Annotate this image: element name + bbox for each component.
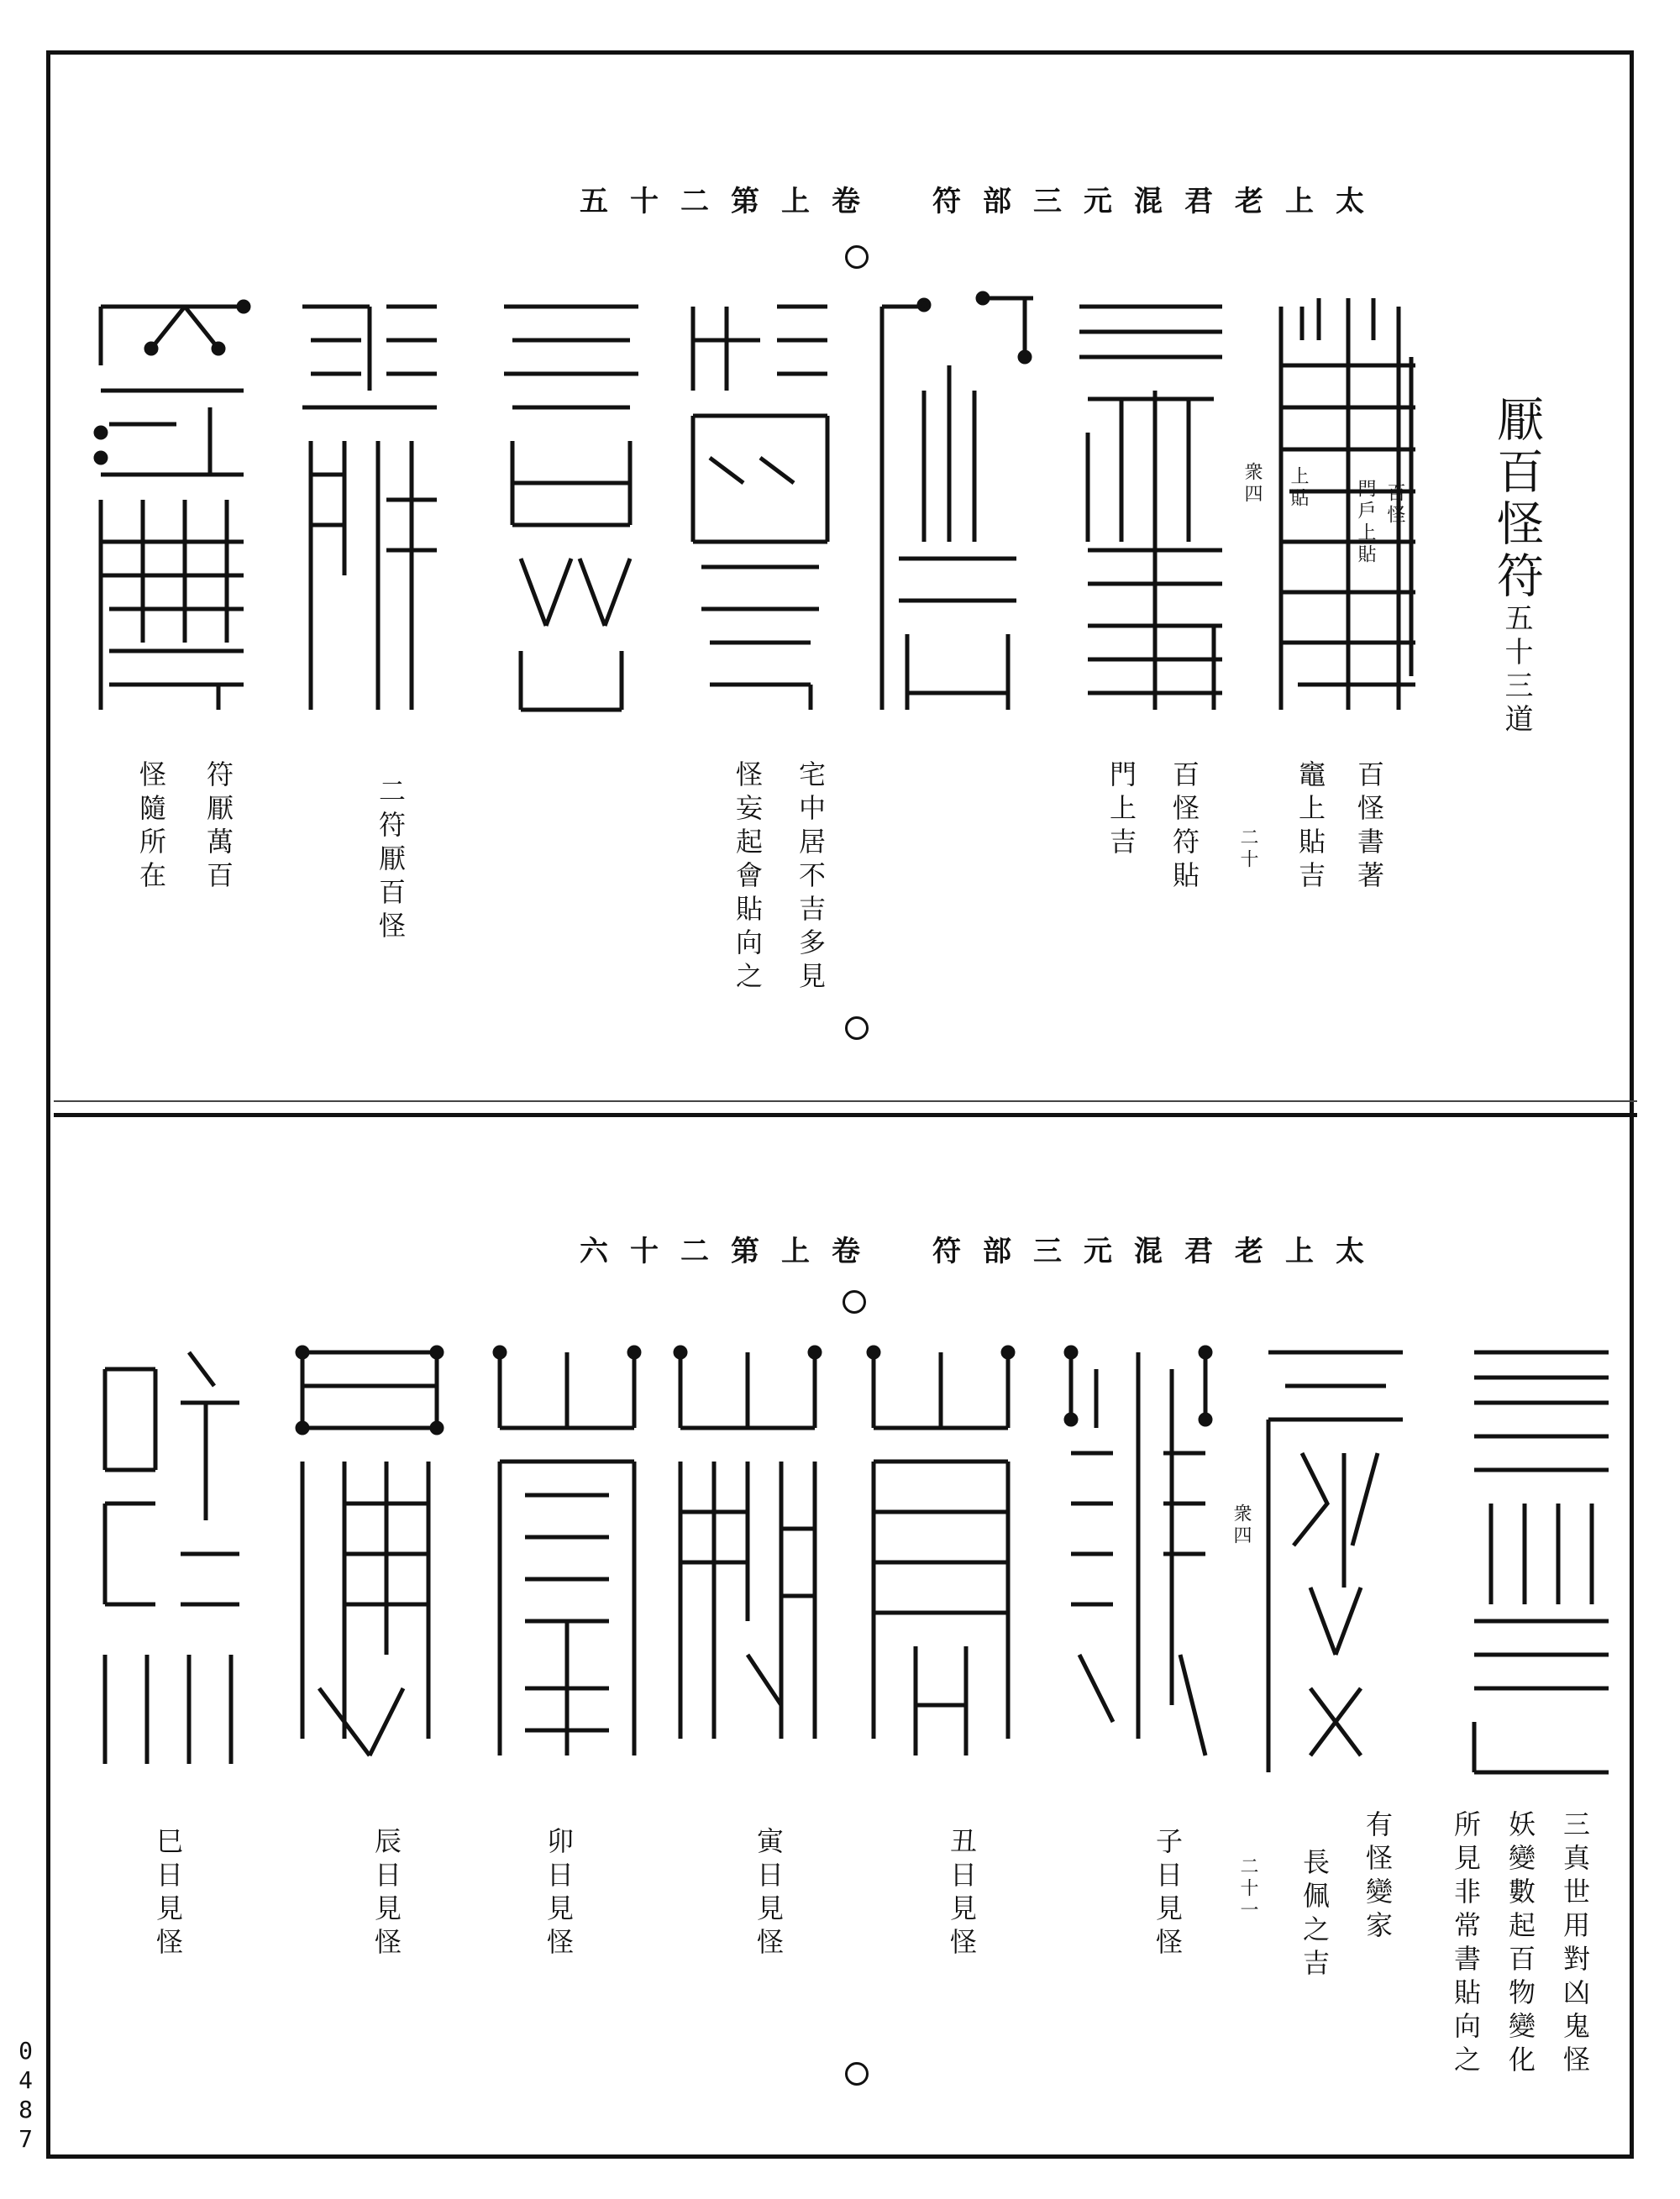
upper-caption-2: 竈上貼吉 bbox=[1294, 760, 1326, 895]
talisman-glyph bbox=[1466, 1336, 1617, 1776]
lower-caption-1: 三真世用對凶鬼怪 bbox=[1559, 1810, 1591, 2079]
talisman-glyph bbox=[294, 290, 445, 730]
talisman-glyph bbox=[1260, 1336, 1411, 1776]
lower-mark-zhongsi: 衆四 bbox=[1231, 1504, 1252, 1547]
lower-caption-5: 長佩之吉 bbox=[1299, 1848, 1331, 1982]
panel-divider bbox=[54, 1113, 1637, 1117]
talisman-glyph bbox=[97, 1336, 256, 1776]
upper-bottom-ring bbox=[845, 1016, 869, 1040]
lower-header: 六十二第上卷 符部三元混君老上太 bbox=[580, 1235, 1386, 1268]
upper-caption-5: 宅中居不吉多見 bbox=[795, 760, 827, 995]
lower-caption-chou: 丑日見怪 bbox=[946, 1827, 978, 1961]
upper-caption-9: 怪隨所在 bbox=[135, 760, 167, 895]
upper-title-main: 厭百怪符 bbox=[1489, 395, 1544, 603]
talisman-glyph bbox=[496, 290, 647, 730]
talisman-glyph bbox=[1071, 290, 1231, 730]
talisman-glyph bbox=[491, 1336, 643, 1776]
upper-title bbox=[1483, 395, 1550, 737]
upper-caption-4: 門上吉 bbox=[1105, 760, 1137, 861]
lower-caption-2: 妖變數起百物變化 bbox=[1504, 1810, 1536, 2079]
talisman-glyph bbox=[672, 1336, 823, 1776]
upper-side-note-paste: 上貼 bbox=[1288, 466, 1309, 510]
upper-top-ring bbox=[845, 245, 869, 269]
lower-bottom-ring bbox=[845, 2062, 869, 2086]
upper-caption-8: 符厭萬百 bbox=[202, 760, 234, 895]
lower-caption-3: 所見非常書貼向之 bbox=[1450, 1810, 1482, 2079]
lower-section-number: 二十一 bbox=[1237, 1856, 1258, 1922]
upper-side-note-doorway: 門戶上貼 bbox=[1355, 479, 1376, 566]
lower-caption-zi: 子日見怪 bbox=[1152, 1827, 1184, 1961]
page-number: 0487 bbox=[12, 2037, 39, 2154]
lower-caption-si: 巳日見怪 bbox=[152, 1827, 184, 1961]
upper-section-number: 二十 bbox=[1237, 827, 1258, 871]
lower-caption-chen: 辰日見怪 bbox=[370, 1827, 402, 1961]
upper-caption-1: 百怪書著 bbox=[1353, 760, 1385, 895]
talisman-glyph bbox=[676, 290, 836, 730]
panel-divider-thin bbox=[54, 1100, 1637, 1102]
upper-title-count: 五十三道 bbox=[1499, 603, 1533, 737]
upper-header: 五十二第上卷 符部三元混君老上太 bbox=[580, 185, 1386, 218]
lower-caption-yin: 寅日見怪 bbox=[753, 1827, 785, 1961]
upper-mark-zhongsi: 衆四 bbox=[1242, 462, 1263, 506]
upper-caption-3: 百怪符貼 bbox=[1168, 760, 1200, 895]
talisman-glyph bbox=[92, 290, 260, 730]
talisman-glyph bbox=[1063, 1336, 1214, 1776]
upper-caption-7: 二符厭百怪 bbox=[375, 777, 407, 945]
lower-top-ring bbox=[843, 1290, 866, 1314]
talisman-glyph bbox=[294, 1336, 445, 1776]
talisman-glyph bbox=[865, 1336, 1016, 1776]
lower-caption-mao: 卯日見怪 bbox=[543, 1827, 575, 1961]
upper-caption-6: 怪妄起會貼向之 bbox=[732, 760, 764, 995]
lower-caption-4: 有怪變家 bbox=[1362, 1810, 1394, 1944]
upper-side-note-hundred: 百怪 bbox=[1384, 483, 1405, 527]
talisman-glyph bbox=[874, 290, 1033, 730]
